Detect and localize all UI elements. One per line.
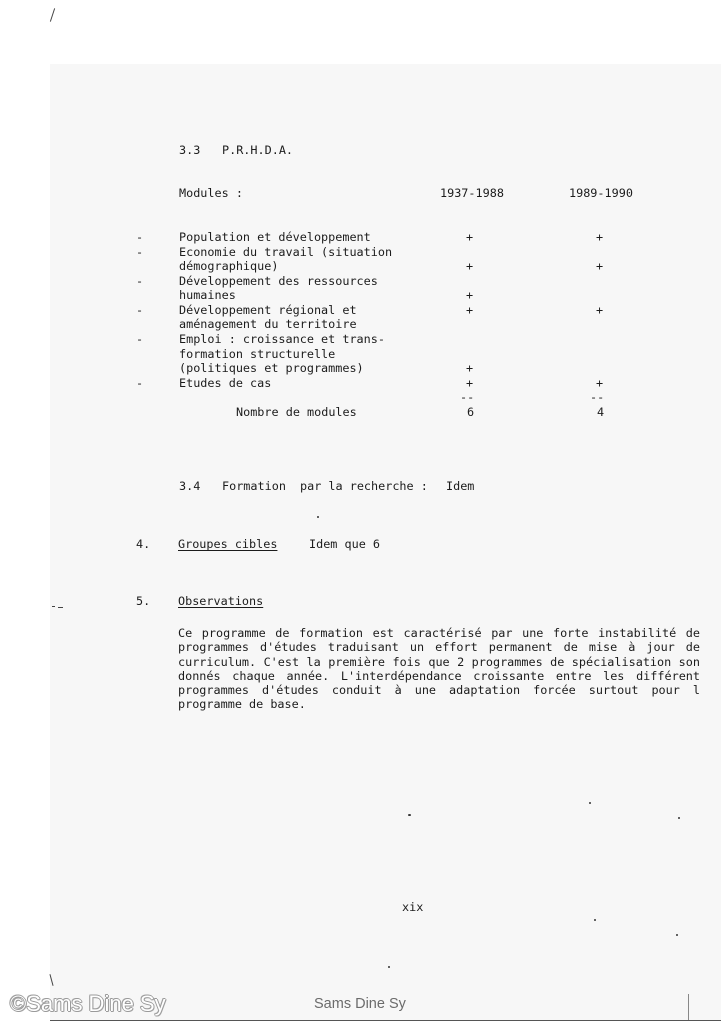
page-number: xix [402, 900, 424, 914]
observations-paragraph [178, 626, 700, 712]
row-bullet: - [136, 274, 144, 288]
section-3-3-number: 3.3 [179, 143, 201, 157]
footer-credit: Sams Dine Sy [314, 996, 406, 1012]
section-5-number: 5. [136, 594, 151, 608]
paragraph-line: Ce programme de formation est caractérisé par une forte instabilité de [178, 626, 700, 640]
scan-speck [676, 934, 678, 936]
paragraph-line: curriculum. C'est la première fois que 2 programmes de spécialisation son [178, 654, 700, 669]
sum-separator-col2: -- [590, 390, 605, 404]
module-label: formation structurelle [179, 347, 336, 361]
module-mark-col1: + [466, 376, 474, 390]
module-mark-col1: + [466, 259, 474, 273]
total-col2: 4 [597, 405, 605, 419]
scan-speck [589, 802, 591, 804]
scan-bottom-edge [50, 1020, 721, 1021]
module-label: Emploi : croissance et trans- [179, 332, 385, 346]
scanned-page [50, 64, 721, 1021]
module-label: aménagement du territoire [179, 317, 357, 331]
total-label: Nombre de modules [236, 405, 357, 419]
section-3-4-text: par la recherche : [300, 479, 428, 493]
section-4-text: Idem que 6 [309, 537, 381, 551]
modules-header-label: Modules : [179, 186, 243, 200]
module-label: démographique) [179, 259, 279, 273]
copyright-watermark: ©Sams Dine Sy [10, 991, 166, 1016]
module-mark-col2: + [596, 230, 604, 244]
paragraph-line: programmes d'études conduit à une adaptation forcée surtout pour l [178, 683, 700, 698]
sum-separator-col1: -- [460, 390, 475, 404]
module-mark-col2: + [596, 376, 604, 390]
module-mark-col2: + [596, 259, 604, 273]
scan-mark [58, 607, 63, 608]
module-mark-col2: + [596, 303, 604, 317]
scan-speck [388, 966, 390, 968]
scan-edge-line [688, 994, 689, 1020]
section-4-title: Groupes cibles [178, 537, 278, 551]
row-bullet: - [136, 303, 144, 317]
scan-speck [678, 817, 680, 819]
scan-speck [408, 814, 411, 816]
module-mark-col1: + [466, 361, 474, 375]
module-label: Etudes de cas [179, 376, 272, 390]
module-label: (politiques et programmes) [179, 361, 364, 375]
scan-mark [52, 606, 55, 607]
paragraph-line: programmes d'études traduisant un effort permanent de mise à jour de [178, 640, 700, 655]
module-label: Développement des ressources [179, 274, 378, 288]
column-header-1989-1990: 1989-1990 [569, 186, 633, 200]
module-mark-col1: + [466, 303, 474, 317]
scan-speck [594, 919, 596, 921]
row-bullet: - [136, 230, 144, 244]
section-4-number: 4. [136, 537, 151, 551]
section-3-4-value: Idem [446, 479, 475, 493]
module-label: Population et développement [179, 230, 371, 244]
module-label: Economie du travail (situation [179, 245, 393, 259]
scan-mark [50, 8, 55, 22]
paragraph-line: programme de base. [178, 697, 306, 712]
column-header-1987-1988: 1937-1988 [440, 186, 504, 200]
row-bullet: - [136, 376, 144, 390]
row-bullet: - [136, 332, 144, 346]
module-mark-col1: + [466, 230, 474, 244]
module-label: humaines [179, 288, 236, 302]
section-3-4-number: 3.4 [179, 479, 201, 493]
section-3-3-title: P.R.H.D.A. [222, 143, 294, 157]
row-bullet: - [136, 245, 144, 259]
module-mark-col1: + [466, 288, 474, 302]
module-label: Développement régional et [179, 303, 357, 317]
paragraph-line: donnés chaque année. L'interdépendance croissante entre les différent [178, 668, 700, 683]
scan-speck [317, 516, 319, 518]
total-col1: 6 [467, 405, 475, 419]
section-3-4-label: Formation [222, 479, 286, 493]
section-5-title: Observations [178, 594, 264, 608]
